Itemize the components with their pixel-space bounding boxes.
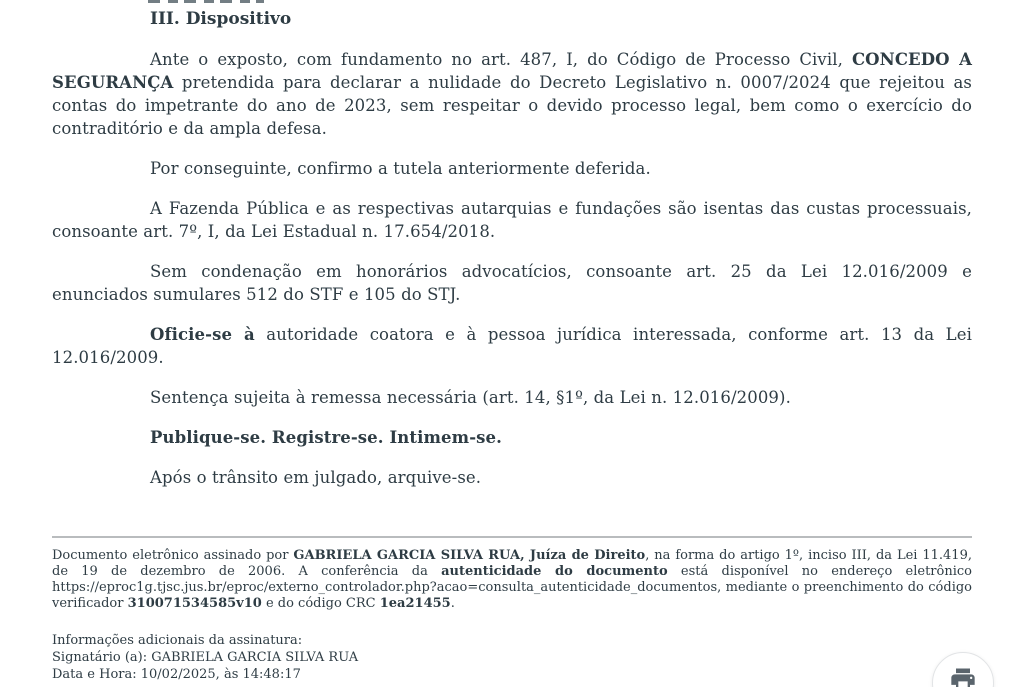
text-run: , na forma do artigo 1º, inciso III, da Lei 11.419, de 19 de dezembro de 2006. A conferência da bbox=[52, 548, 972, 579]
text-run: Sem condenação em honorários advocatícios, consoante art. 25 da Lei 12.016/2009 e enunciados sumulares 512 do STF e 105 do STJ. bbox=[52, 262, 972, 304]
paragraph bbox=[52, 466, 972, 489]
additional-info-line: Signatário (a): GABRIELA GARCIA SILVA RUA bbox=[52, 650, 359, 665]
text-run: Ante o exposto, com fundamento no art. 487, I, do Código de Processo Civil, bbox=[150, 50, 852, 69]
paragraphs-container bbox=[52, 48, 972, 489]
paragraph bbox=[52, 386, 972, 409]
paragraph bbox=[52, 260, 972, 306]
bold-text-run: 310071534585v10 bbox=[127, 596, 262, 611]
additional-info-line: Data e Hora: 10/02/2025, às 14:48:17 bbox=[52, 667, 301, 682]
paragraph bbox=[52, 157, 972, 180]
additional-info-title: Informações adicionais da assinatura: bbox=[52, 633, 303, 648]
bold-text-run: CONCEDO A SEGURANÇA bbox=[52, 50, 972, 92]
text-run: está disponível no endereço eletrônico https://eproc1g.tjsc.jus.br/eproc/externo_controlador.php?acao=consulta_autenticidade_documentos, mediante o preenchimento do código verificador bbox=[52, 564, 972, 611]
bold-text-run: Publique-se. Registre-se. Intimem-se. bbox=[150, 428, 502, 447]
bold-text-run: 1ea21455 bbox=[379, 596, 451, 611]
paragraph bbox=[52, 48, 972, 140]
cut-off-text-remnant bbox=[148, 0, 264, 3]
paragraph bbox=[52, 323, 972, 369]
text-run: autoridade coatora e à pessoa jurídica interessada, conforme art. 13 da Lei 12.016/2009. bbox=[52, 325, 972, 367]
text-run: pretendida para declarar a nulidade do Decreto Legislativo n. 0007/2024 que rejeitou as contas do impetrante do ano de 2023, sem respeitar o devido processo legal, bem como o exercício do contraditório e da ampla defesa. bbox=[52, 73, 972, 138]
paragraph bbox=[52, 426, 972, 449]
paragraph bbox=[52, 197, 972, 243]
text-run: Por conseguinte, confirmo a tutela anteriormente deferida. bbox=[150, 159, 651, 178]
document-body bbox=[52, 8, 972, 489]
bold-text-run: autenticidade do documento bbox=[441, 564, 668, 579]
bold-text-run: GABRIELA GARCIA SILVA RUA, Juíza de Direito bbox=[293, 548, 646, 563]
signature-footer bbox=[52, 536, 972, 683]
bold-text-run: Oficie-se à bbox=[150, 325, 255, 344]
text-run: . bbox=[450, 596, 455, 611]
footer-divider bbox=[52, 536, 972, 538]
signature-paragraph bbox=[52, 548, 972, 612]
printer-icon bbox=[949, 665, 977, 687]
additional-signature-info bbox=[52, 632, 972, 683]
text-run: Após o trânsito em julgado, arquive-se. bbox=[150, 468, 482, 487]
text-run: Documento eletrônico assinado por bbox=[52, 548, 294, 563]
section-heading: III. Dispositivo bbox=[150, 9, 292, 29]
text-run: e do código CRC bbox=[261, 596, 380, 611]
text-run: Sentença sujeita à remessa necessária (art. 14, §1º, da Lei n. 12.016/2009). bbox=[150, 388, 791, 407]
text-run: A Fazenda Pública e as respectivas autarquias e fundações são isentas das custas processuais, consoante art. 7º, I, da Lei Estadual n. 17.654/2018. bbox=[52, 199, 972, 241]
